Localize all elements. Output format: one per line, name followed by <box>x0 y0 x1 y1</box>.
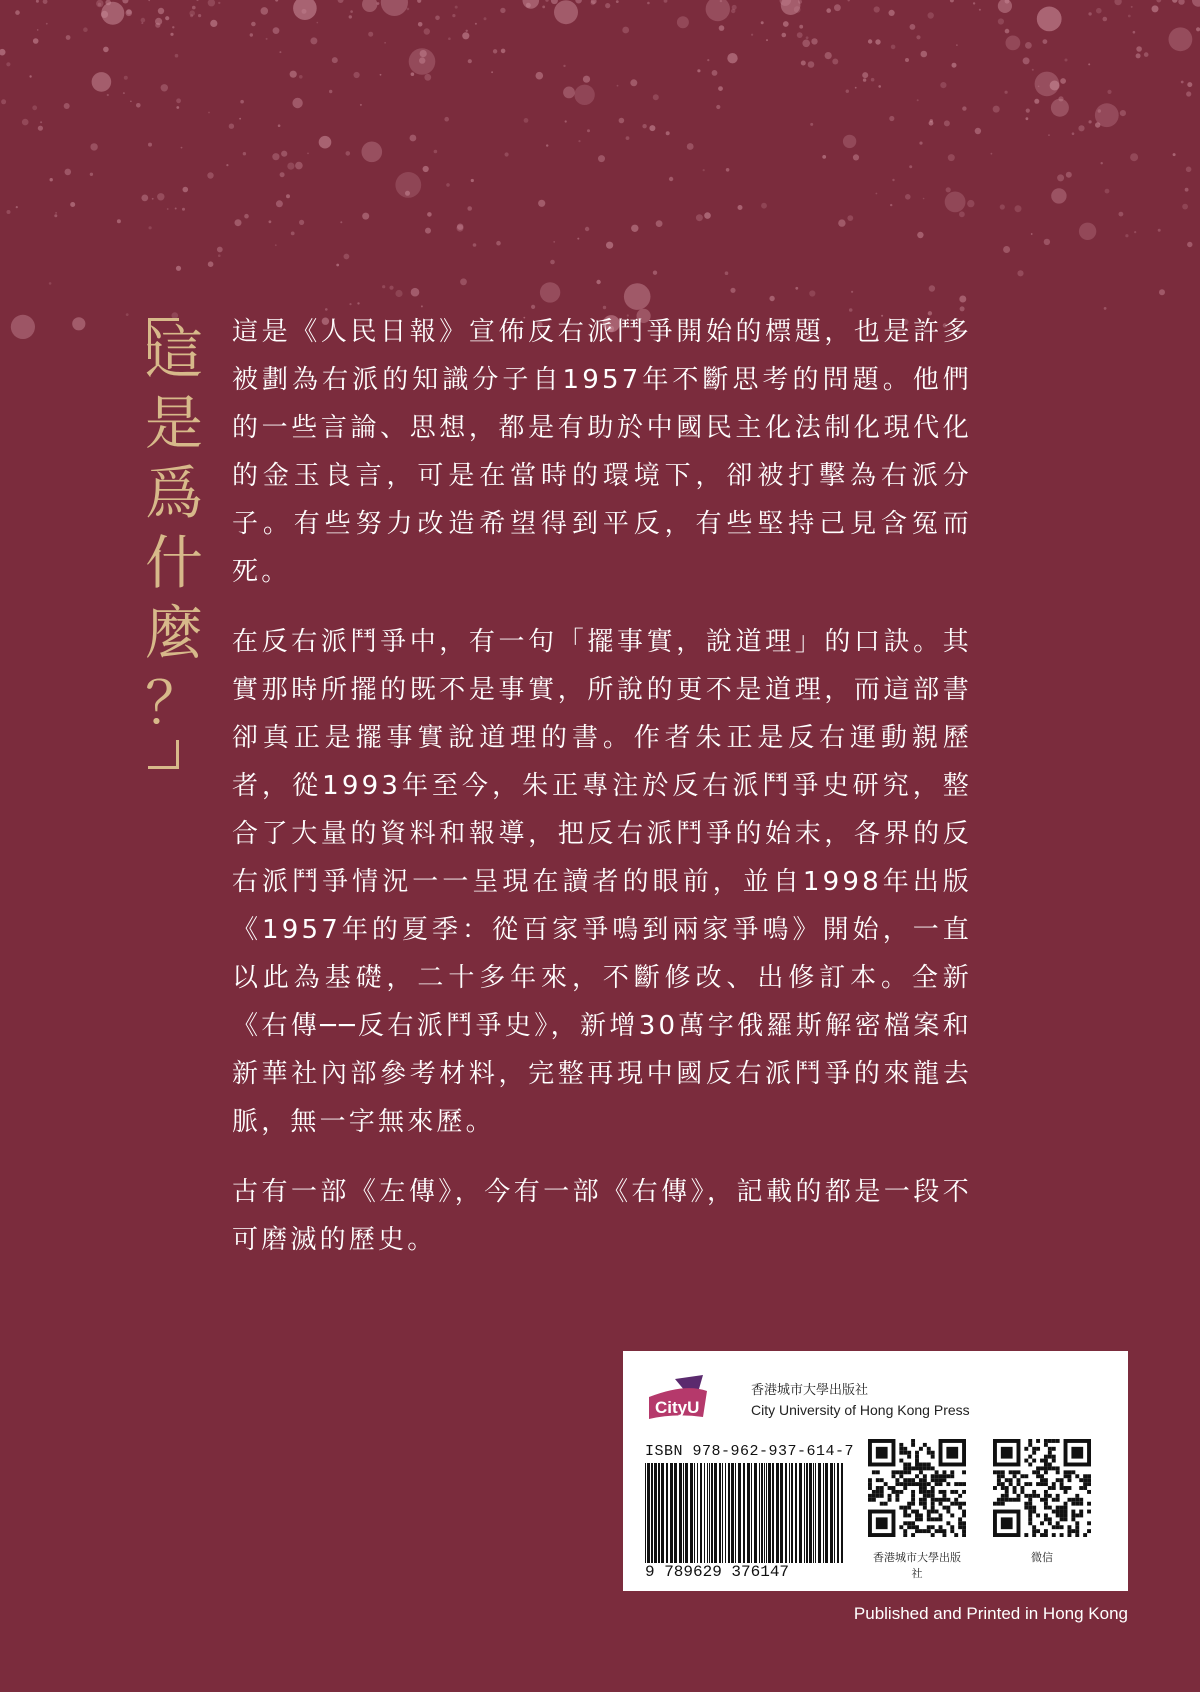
svg-text:CityU: CityU <box>655 1398 700 1417</box>
title-char: 什 <box>144 529 203 597</box>
blurb-paragraph: 這是《人民日報》宣佈反右派鬥爭開始的標題，也是許多被劃為右派的知識分子自1957年不斷思考的問題。他們的一些言論、思想，都是有助於中國民主化法制化現代化的金玉良言，可是在當時的環境下，卻被打擊為右派分子。有些努力改造希望得到平反，有些堅持己見含冤而死。 <box>232 317 972 587</box>
publisher-name-en: City University of Hong Kong Press <box>751 1402 970 1418</box>
title-char: 爲 <box>144 459 203 527</box>
qr-label-press: 香港城市大學出版社 <box>873 1551 961 1580</box>
title-char: 是 <box>144 389 203 457</box>
blurb-paragraph: 古有一部《左傳》，今有一部《右傳》，記載的都是一段不可磨滅的歷史。 <box>232 1177 972 1255</box>
publisher-name-zh: 香港城市大學出版社 <box>751 1383 869 1398</box>
corner-bracket-close <box>148 740 179 769</box>
title-char: ？ <box>144 669 203 737</box>
qr-code-wechat <box>993 1439 1091 1537</box>
speckle-texture <box>0 0 1200 340</box>
barcode-digits: 9 789629 376147 <box>645 1563 790 1581</box>
publisher-info-box <box>623 1351 1128 1591</box>
blurb-paragraph: 在反右派鬥爭中，有一句「擺事實，說道理」的口訣。其實那時所擺的既不是事實，所說的更不是道理，而這部書卻真正是擺事實說道理的書。作者朱正是反右運動親歷者，從1993年至今，朱正專注於反右派鬥爭史研究，整合了大量的資料和報導，把反右派鬥爭的始末，各界的反右派鬥爭情況一一呈現在讀者的眼前，並自1998年出版《1957年的夏季：從百家爭鳴到兩家爭鳴》開始，一直以此為基礎，二十多年來，不斷修改、出修訂本。全新《右傳──反右派鬥爭史》，新增30萬字俄羅斯解密檔案和新華社內部參考材料，完整再現中國反右派鬥爭的來龍去脈，無一字無來歷。 <box>232 627 972 1137</box>
cityu-logo <box>645 1373 755 1429</box>
title-char: 這 <box>144 319 203 387</box>
barcode <box>645 1463 845 1563</box>
title-char: 麼 <box>144 599 203 667</box>
isbn-text: ISBN 978-962-937-614-7 <box>645 1443 855 1460</box>
printed-in-text: Published and Printed in Hong Kong <box>853 1604 1128 1623</box>
qr-code-press <box>868 1439 966 1537</box>
vertical-title <box>138 318 210 738</box>
qr-label-wechat: 微信 <box>1031 1551 1053 1564</box>
blurb-text <box>232 308 972 1286</box>
